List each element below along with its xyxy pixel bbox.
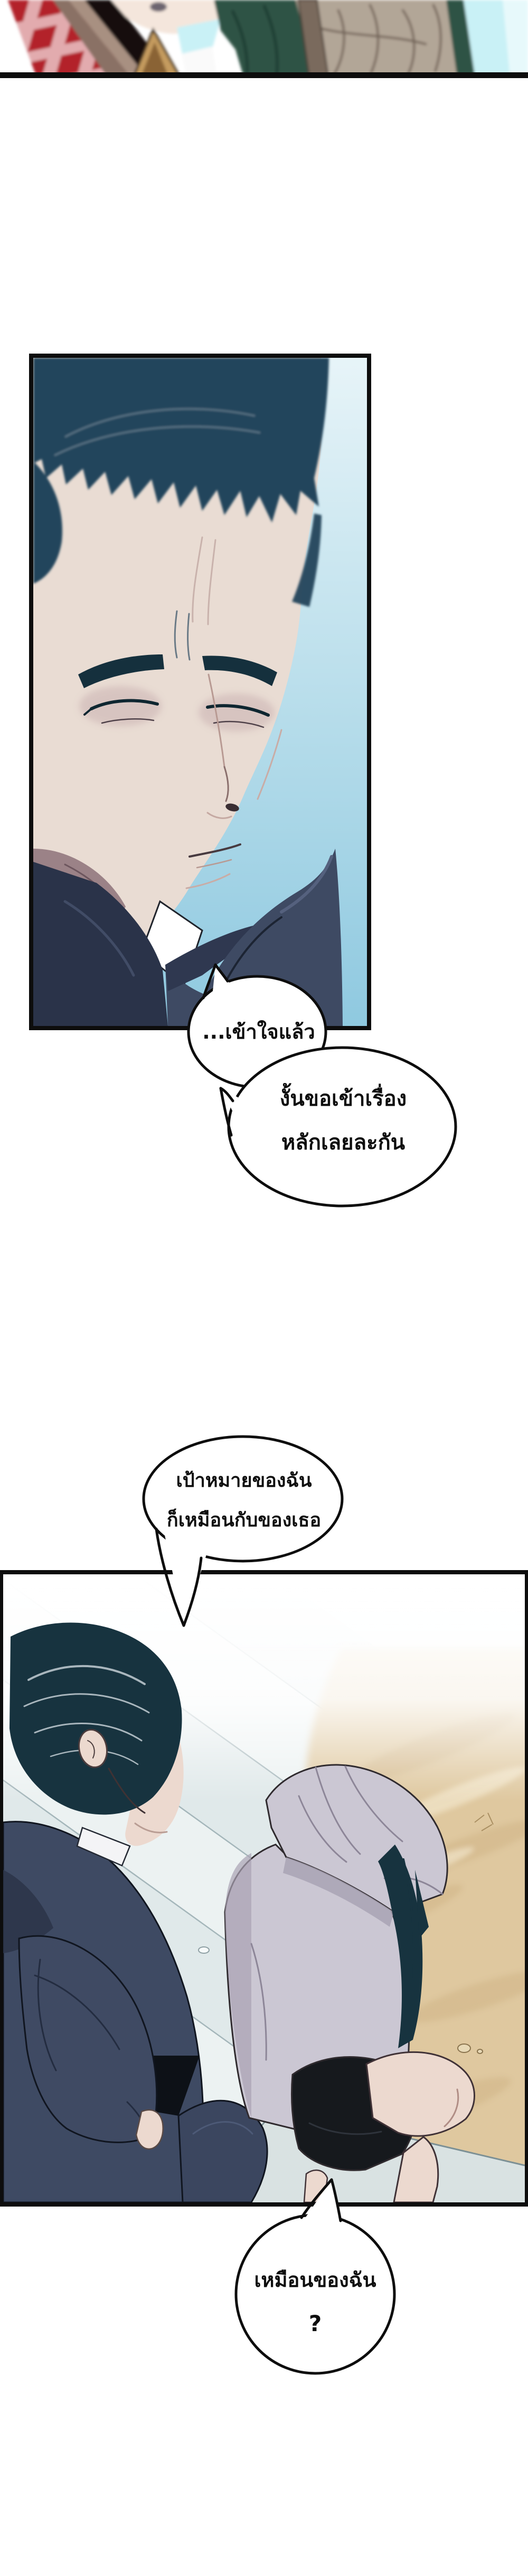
hand	[136, 2110, 163, 2149]
speech-bubble-4	[227, 2172, 407, 2383]
panel-1	[29, 354, 371, 1030]
bubble-3-text-line2: ก็เหมือนกับของเธอ	[166, 1509, 322, 1531]
bubble-2-text-line2: หลักเลยละกัน	[281, 1130, 406, 1155]
panel-2-art	[3, 1574, 525, 2202]
sand-pebble	[458, 2044, 470, 2052]
bubble-2-text-line1: งั้นขอเข้าเรื่อง	[279, 1087, 407, 1111]
speech-bubble-3	[135, 1428, 356, 1633]
bubble-4-text-line2: ?	[308, 2311, 322, 2336]
bubble-4-tail	[300, 2180, 342, 2229]
mouth-mark	[150, 2, 167, 12]
panel-2	[0, 1570, 528, 2207]
bubble-4-text-line1: เหมือนของฉัน	[254, 2268, 376, 2292]
strip-bottom-border	[0, 72, 528, 78]
sand-pebble-small	[477, 2049, 483, 2054]
bubble-1-text: ...เข้าใจแล้ว	[202, 1020, 315, 1043]
bubble-3-text-line1: เป้าหมายของฉัน	[176, 1470, 312, 1491]
speech-bubble-2	[214, 1037, 462, 1211]
panel-1-art	[33, 358, 367, 1026]
top-panel-fragment	[0, 0, 528, 78]
